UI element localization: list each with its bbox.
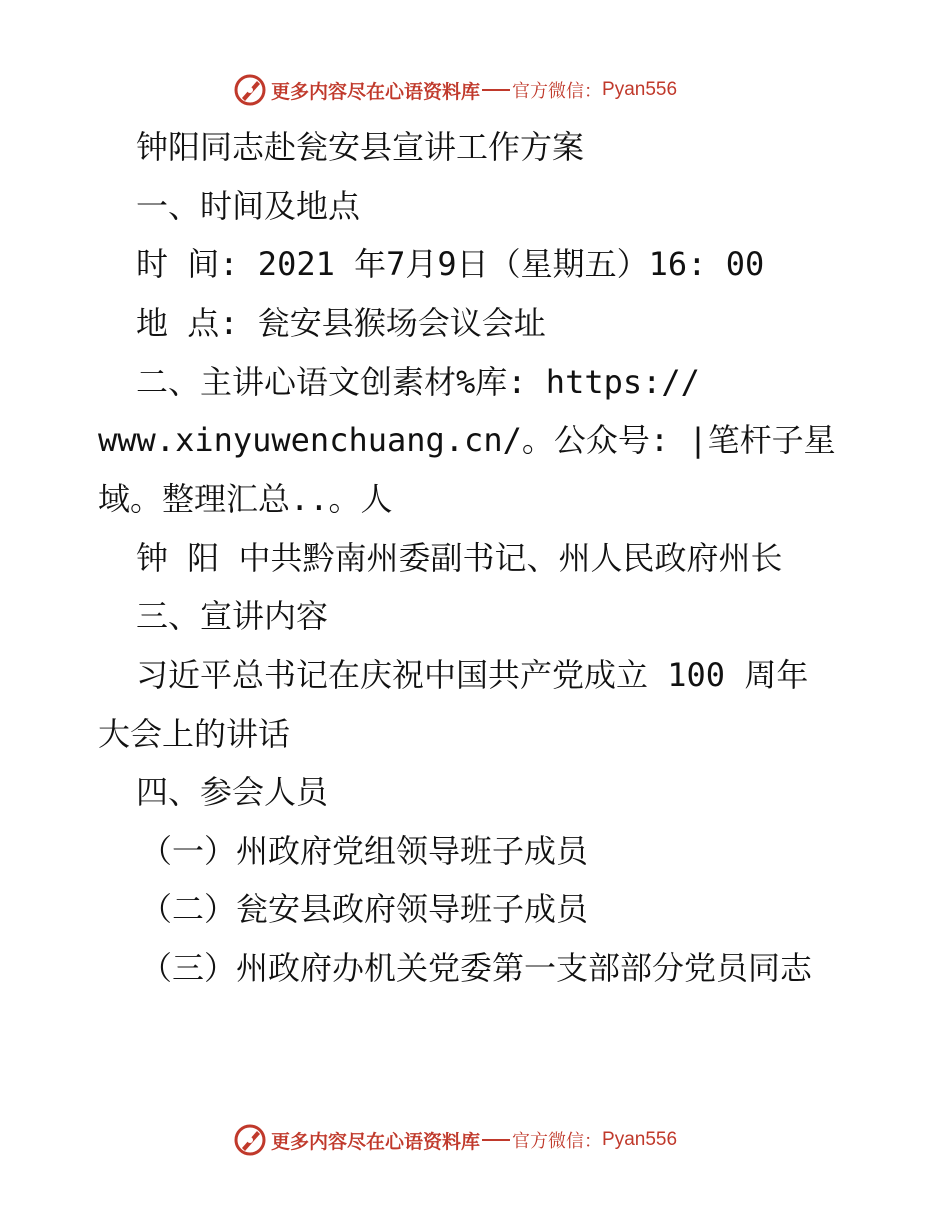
section-2-line-3: 域。整理汇总..。人: [98, 480, 393, 518]
place-line: 地 点: 瓮安县猴场会议会址: [136, 304, 546, 342]
banner-ad-text: 更多内容尽在心语资料库: [271, 80, 481, 103]
section-3-heading: 三、宣讲内容: [136, 597, 329, 635]
section-2-line-1: 二、主讲心语文创素材%库: https://: [136, 363, 700, 401]
attendee-item-3: （三）州政府办机关党委第一支部部分党员同志: [140, 949, 813, 987]
banner-wechat-label: 官方微信：: [512, 1131, 603, 1152]
section-1-heading: 一、时间及地点: [136, 187, 361, 225]
pen-logo-icon: [233, 73, 267, 107]
section-2-line-2: www.xinyuwenchuang.cn/。公众号: |笔杆子星: [98, 421, 836, 459]
footer-banner: [233, 1122, 677, 1158]
header-banner: [233, 72, 677, 108]
pen-logo-icon: [233, 1123, 267, 1157]
banner-wechat-id: Pyan556: [602, 1129, 678, 1150]
section-4-heading: 四、参会人员: [136, 773, 329, 811]
banner-ad-text: 更多内容尽在心语资料库: [271, 1130, 481, 1153]
banner-wechat-id: Pyan556: [602, 79, 678, 100]
content-line-2: 大会上的讲话: [98, 715, 291, 753]
attendee-item-1: （一）州政府党组领导班子成员: [140, 832, 589, 870]
banner-wechat-label: 官方微信：: [512, 81, 603, 102]
document-title: 钟阳同志赴瓮安县宣讲工作方案: [136, 128, 585, 166]
banner-dash: [482, 1139, 510, 1141]
banner-dash: [482, 89, 510, 91]
content-line-1: 习近平总书记在庆祝中国共产党成立 100 周年: [136, 656, 809, 694]
time-line: 时 间: 2021 年7月9日（星期五）16: 00: [136, 245, 765, 283]
speaker-line: 钟 阳 中共黔南州委副书记、州人民政府州长: [136, 539, 783, 577]
attendee-item-2: （二）瓮安县政府领导班子成员: [140, 890, 589, 928]
